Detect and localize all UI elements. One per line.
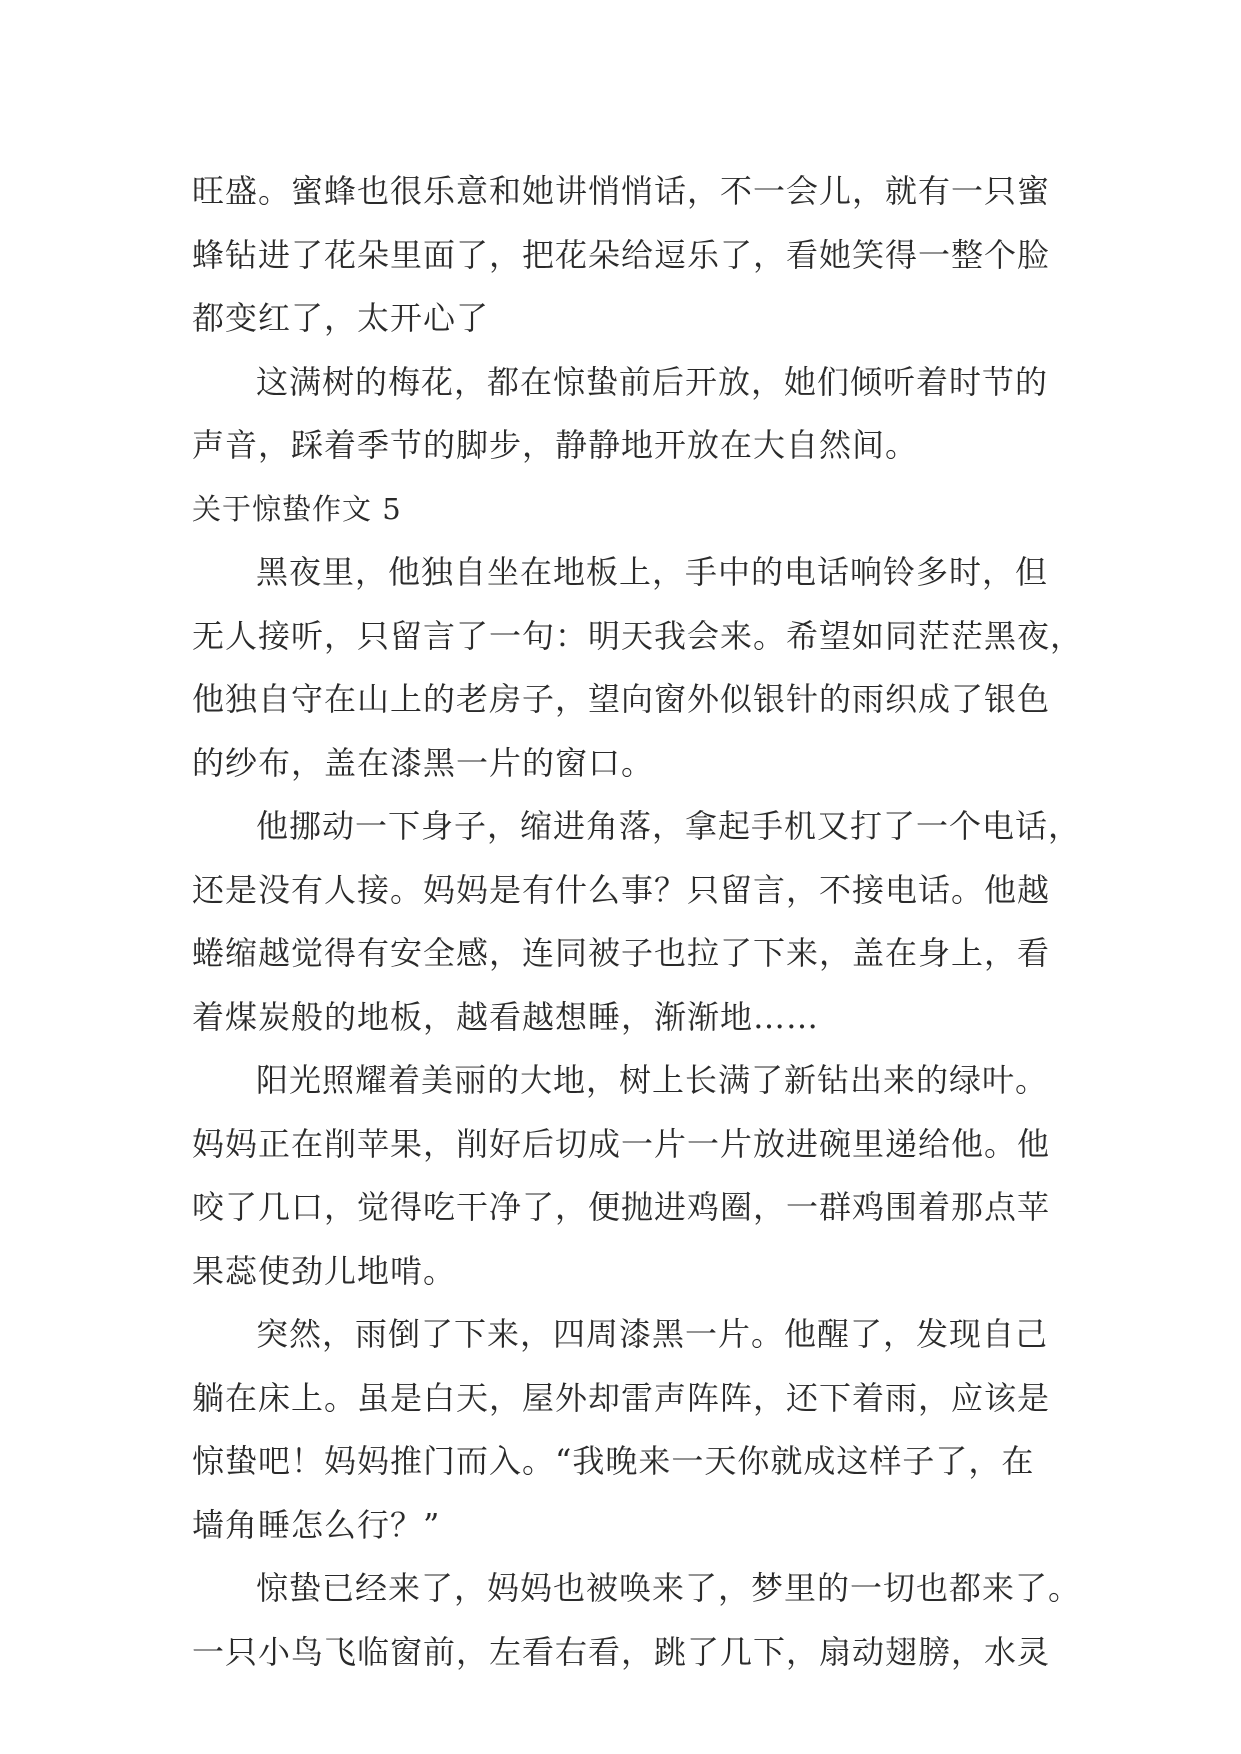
section-heading: 关于惊蛰作文 5 <box>192 491 402 526</box>
paragraph <box>192 1557 1082 1684</box>
text-line: 他独自守在山上的老房子，望向窗外似银针的雨织成了银色 <box>192 680 1051 718</box>
text-line: 这满树的梅花，都在惊蛰前后开放，她们倾听着时节的 <box>256 362 1049 401</box>
paragraph <box>192 351 1052 478</box>
paragraph <box>192 541 1084 795</box>
text-line: 一只小鸟飞临窗前，左看右看，跳了几下，扇动翅膀，水灵 <box>192 1632 1051 1671</box>
text-line: 都变红了，太开心了 <box>192 299 490 337</box>
text-line: 无人接听，只留言了一句：明天我会来。希望如同茫茫黑夜， <box>192 616 1084 655</box>
text-line: 躺在床上。虽是白天，屋外却雷声阵阵，还下着雨，应该是 <box>192 1378 1051 1417</box>
text-line: 黑夜里，他独自坐在地板上，手中的电话响铃多时，但 <box>256 553 1049 591</box>
text-line: 蜷缩越觉得有安全感，连同被子也拉了下来，盖在身上，看 <box>192 934 1051 972</box>
paragraph <box>192 160 1052 351</box>
text-line: 着煤炭般的地板，越看越想睡，渐渐地…… <box>192 997 820 1036</box>
text-line: 的纱布，盖在漆黑一片的窗口。 <box>192 743 655 782</box>
paragraph <box>192 795 1082 1049</box>
text-line: 他挪动一下身子，缩进角落，拿起手机又打了一个电话， <box>256 807 1082 845</box>
text-line: 妈妈正在削苹果，削好后切成一片一片放进碗里递给他。他 <box>192 1124 1051 1163</box>
text-line: 惊蛰吧！妈妈推门而入。“我晚来一天你就成这样子了，在 <box>192 1442 1035 1480</box>
text-line: 阳光照耀着美丽的大地，树上长满了新钻出来的绿叶。 <box>256 1061 1049 1099</box>
text-line: 惊蛰已经来了，妈妈也被唤来了，梦里的一切也都来了。 <box>256 1569 1082 1607</box>
text-line: 还是没有人接。妈妈是有什么事？只留言，不接电话。他越 <box>192 870 1051 909</box>
text-line: 旺盛。蜜蜂也很乐意和她讲悄悄话，不一会儿，就有一只蜜 <box>192 172 1051 210</box>
text-line: 蜂钻进了花朵里面了，把花朵给逗乐了，看她笑得一整个脸 <box>192 235 1051 274</box>
paragraph <box>192 1049 1052 1303</box>
text-line: 墙角睡怎么行？” <box>192 1505 441 1544</box>
paragraph <box>192 1303 1052 1557</box>
text-line: 突然，雨倒了下来，四周漆黑一片。他醒了，发现自己 <box>256 1315 1049 1353</box>
text-line: 声音，踩着季节的脚步，静静地开放在大自然间。 <box>192 426 919 464</box>
text-line: 咬了几口，觉得吃干净了，便抛进鸡圈，一群鸡围着那点苹 <box>192 1188 1051 1226</box>
text-line: 果蕊使劲儿地啃。 <box>192 1251 457 1290</box>
document-page <box>192 160 1084 1684</box>
